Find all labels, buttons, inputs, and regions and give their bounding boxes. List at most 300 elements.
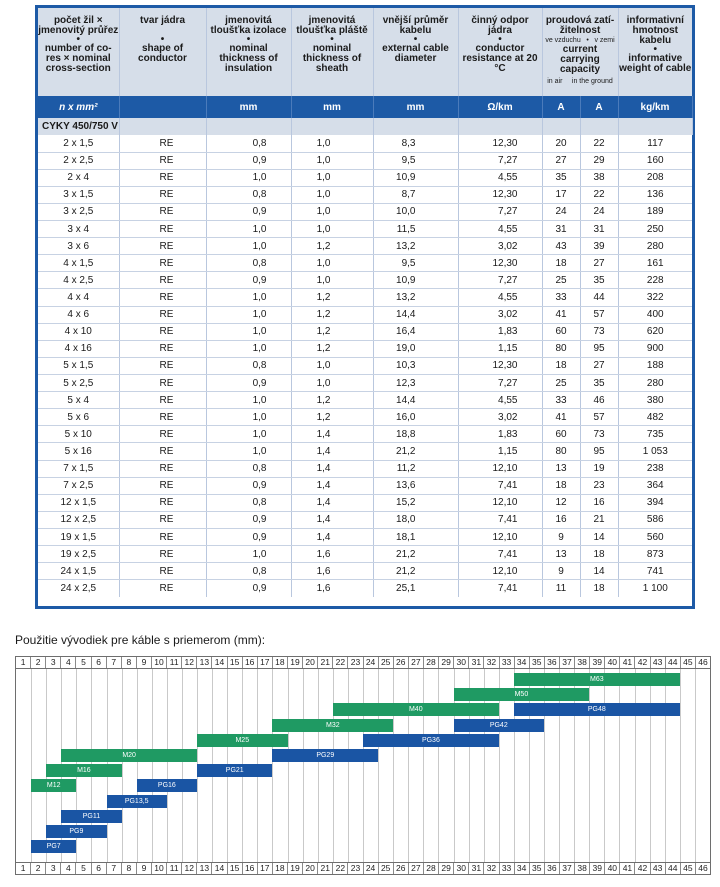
scale-tick: 6 — [92, 657, 107, 668]
scale-tick: 16 — [243, 657, 258, 668]
cell-resistance: 12,10 — [458, 460, 542, 477]
cell-shape: RE — [119, 460, 206, 477]
cell-current-ground: 21 — [580, 511, 618, 528]
scale-tick: 29 — [439, 657, 454, 668]
scale-tick: 15 — [228, 863, 243, 874]
scale-tick: 27 — [409, 863, 424, 874]
scale-tick: 23 — [348, 657, 363, 668]
cell-sheath: 1,2 — [291, 340, 373, 357]
cell-sheath: 1,4 — [291, 529, 373, 546]
cell-insulation: 0,8 — [206, 135, 291, 152]
cell-shape: RE — [119, 477, 206, 494]
cell-cores: 2 x 2,5 — [38, 152, 119, 169]
grid-line — [318, 669, 319, 862]
grid-line — [31, 669, 32, 862]
grid-line — [650, 669, 651, 862]
scale-tick: 45 — [681, 863, 696, 874]
grid-line — [665, 669, 666, 862]
cell-current-ground: 95 — [580, 340, 618, 357]
cell-weight: 482 — [618, 409, 692, 426]
cell-current-air: 25 — [542, 272, 580, 289]
header-insulation — [206, 8, 291, 96]
table-row — [38, 323, 692, 340]
scale-tick: 4 — [61, 863, 76, 874]
cell-current-air: 25 — [542, 375, 580, 392]
header-cz: vnější průměr kabelu — [382, 15, 449, 36]
cell-resistance: 3,02 — [458, 409, 542, 426]
scale-tick: 33 — [500, 657, 515, 668]
cell-resistance: 3,02 — [458, 238, 542, 255]
scale-tick: 42 — [635, 657, 650, 668]
gland-bar-pg42: PG42 — [454, 719, 545, 732]
grid-line — [589, 669, 590, 862]
cell-current-ground: 44 — [580, 289, 618, 306]
cell-diameter: 18,0 — [373, 511, 458, 528]
cell-current-air: 11 — [542, 580, 580, 597]
cell-weight: 280 — [618, 238, 692, 255]
gland-bar-pg9: PG9 — [46, 825, 106, 838]
scale-tick: 5 — [76, 657, 91, 668]
scale-tick: 30 — [454, 863, 469, 874]
cell-weight: 250 — [618, 221, 692, 238]
table-row — [38, 255, 692, 272]
cell-diameter: 10,3 — [373, 357, 458, 374]
grid-line — [423, 669, 424, 862]
header-cz: počet žil × jmenovitý průřez — [38, 15, 119, 36]
cell-cores: 3 x 1,5 — [38, 186, 119, 203]
table-row — [38, 563, 692, 580]
bullet: • — [413, 34, 418, 45]
gland-bar-pg29: PG29 — [272, 749, 378, 762]
cell-current-air: 33 — [542, 392, 580, 409]
header-cz: informativní hmotnost kabelu — [626, 15, 684, 46]
cell-resistance: 7,27 — [458, 272, 542, 289]
cell-weight: 228 — [618, 272, 692, 289]
cell-cores: 3 x 6 — [38, 238, 119, 255]
cell-diameter: 18,1 — [373, 529, 458, 546]
scale-tick: 25 — [379, 863, 394, 874]
scale-tick: 22 — [333, 863, 348, 874]
cell-shape: RE — [119, 357, 206, 374]
gland-bar-m50: M50 — [454, 688, 590, 701]
cell-diameter: 21,2 — [373, 546, 458, 563]
bullet: • — [653, 44, 657, 55]
cell-current-ground: 57 — [580, 306, 618, 323]
header-en: number of co-res × nominal cross-section — [44, 43, 112, 74]
unit-insulation: mm — [206, 96, 291, 118]
cell-resistance: 4,55 — [458, 289, 542, 306]
table-row — [38, 511, 692, 528]
cell-shape: RE — [119, 203, 206, 220]
cell-current-air: 18 — [542, 477, 580, 494]
table-row — [38, 426, 692, 443]
table-row — [38, 580, 692, 597]
gland-bar-pg48: PG48 — [514, 703, 680, 716]
cell-cores: 2 x 1,5 — [38, 135, 119, 152]
scale-tick: 31 — [469, 863, 484, 874]
table-row — [38, 221, 692, 238]
cell-weight: 136 — [618, 186, 692, 203]
unit-shape — [119, 96, 206, 118]
diameter-scale-top — [15, 656, 711, 669]
scale-tick: 10 — [152, 657, 167, 668]
header-sub-ground-cz: v zemi — [594, 37, 615, 44]
scale-tick: 29 — [439, 863, 454, 874]
cell-sheath: 1,2 — [291, 323, 373, 340]
cell-diameter: 16,0 — [373, 409, 458, 426]
cell-weight: 238 — [618, 460, 692, 477]
scale-tick: 41 — [620, 863, 635, 874]
cell-cores: 4 x 16 — [38, 340, 119, 357]
cell-insulation: 0,9 — [206, 477, 291, 494]
cell-diameter: 14,4 — [373, 392, 458, 409]
grid-line — [122, 669, 123, 862]
scale-tick: 36 — [545, 657, 560, 668]
cell-cores: 2 x 4 — [38, 169, 119, 186]
cell-current-ground: 18 — [580, 580, 618, 597]
scale-tick: 8 — [122, 657, 137, 668]
cell-shape: RE — [119, 443, 206, 460]
section-row — [38, 118, 692, 135]
cell-cores: 5 x 16 — [38, 443, 119, 460]
cell-weight: 560 — [618, 529, 692, 546]
scale-tick: 37 — [560, 657, 575, 668]
cell-cores: 3 x 4 — [38, 221, 119, 238]
cell-insulation: 0,9 — [206, 375, 291, 392]
gland-bar-m40: M40 — [333, 703, 499, 716]
scale-tick: 35 — [530, 863, 545, 874]
cell-resistance: 12,30 — [458, 255, 542, 272]
scale-tick: 39 — [590, 657, 605, 668]
scale-tick: 46 — [698, 657, 708, 667]
cell-sheath: 1,4 — [291, 426, 373, 443]
cell-current-ground: 73 — [580, 426, 618, 443]
cell-insulation: 0,8 — [206, 357, 291, 374]
header-cz: proudová zatí-žitelnost — [545, 15, 615, 36]
cell-shape: RE — [119, 529, 206, 546]
cell-diameter: 18,8 — [373, 426, 458, 443]
scale-tick: 44 — [666, 657, 681, 668]
scale-tick: 17 — [258, 863, 273, 874]
cell-weight: 586 — [618, 511, 692, 528]
cell-shape: RE — [119, 221, 206, 238]
header-shape — [119, 8, 206, 96]
header-en: nominal thickness of insulation — [219, 43, 278, 74]
cell-shape: RE — [119, 426, 206, 443]
cell-current-air: 12 — [542, 494, 580, 511]
table-row — [38, 152, 692, 169]
cell-sheath: 1,0 — [291, 169, 373, 186]
grid-line — [695, 669, 696, 862]
cell-resistance: 12,30 — [458, 135, 542, 152]
header-cz: tvar jádra — [139, 15, 186, 26]
cell-current-air: 20 — [542, 135, 580, 152]
cell-resistance: 3,02 — [458, 306, 542, 323]
cell-resistance: 7,41 — [458, 511, 542, 528]
scale-tick: 9 — [137, 863, 152, 874]
cell-cores: 3 x 2,5 — [38, 203, 119, 220]
cell-current-ground: 14 — [580, 529, 618, 546]
table-row — [38, 375, 692, 392]
cell-shape: RE — [119, 375, 206, 392]
cell-current-ground: 35 — [580, 375, 618, 392]
cell-cores: 7 x 2,5 — [38, 477, 119, 494]
scale-tick: 2 — [31, 657, 46, 668]
gland-bar-m25: M25 — [197, 734, 288, 747]
cell-current-air: 60 — [542, 323, 580, 340]
cell-cores: 12 x 2,5 — [38, 511, 119, 528]
cell-sheath: 1,2 — [291, 409, 373, 426]
cell-cores: 24 x 1,5 — [38, 563, 119, 580]
cell-resistance: 7,41 — [458, 477, 542, 494]
table-row — [38, 169, 692, 186]
cell-weight: 189 — [618, 203, 692, 220]
cell-current-air: 13 — [542, 460, 580, 477]
grid-line — [408, 669, 409, 862]
cell-resistance: 12,10 — [458, 563, 542, 580]
cell-shape: RE — [119, 580, 206, 597]
cell-insulation: 1,0 — [206, 169, 291, 186]
scale-tick: 28 — [424, 657, 439, 668]
cell-resistance: 7,27 — [458, 203, 542, 220]
scale-tick: 12 — [182, 863, 197, 874]
cell-diameter: 19,0 — [373, 340, 458, 357]
scale-tick: 26 — [394, 657, 409, 668]
cell-cores: 5 x 10 — [38, 426, 119, 443]
cell-diameter: 15,2 — [373, 494, 458, 511]
cell-current-ground: 27 — [580, 357, 618, 374]
cell-sheath: 1,4 — [291, 511, 373, 528]
gland-bar-pg7: PG7 — [31, 840, 76, 853]
cell-diameter: 25,1 — [373, 580, 458, 597]
cell-current-air: 18 — [542, 357, 580, 374]
table-row — [38, 443, 692, 460]
cable-spec-table — [35, 5, 695, 609]
unit-weight: kg/km — [618, 96, 692, 118]
cell-shape: RE — [119, 563, 206, 580]
cell-sheath: 1,0 — [291, 152, 373, 169]
cell-diameter: 13,2 — [373, 289, 458, 306]
table-row — [38, 409, 692, 426]
scale-tick: 17 — [258, 657, 273, 668]
header-cz: jmenovitá tloušťka izolace — [210, 15, 287, 36]
cell-current-air: 31 — [542, 221, 580, 238]
table-row — [38, 238, 692, 255]
scale-tick: 7 — [107, 863, 122, 874]
cell-insulation: 0,9 — [206, 511, 291, 528]
scale-tick: 19 — [288, 863, 303, 874]
cell-insulation: 0,9 — [206, 203, 291, 220]
cell-diameter: 21,2 — [373, 563, 458, 580]
scale-tick: 6 — [92, 863, 107, 874]
cell-shape: RE — [119, 546, 206, 563]
cell-diameter: 8,7 — [373, 186, 458, 203]
cell-insulation: 1,0 — [206, 409, 291, 426]
cell-diameter: 14,4 — [373, 306, 458, 323]
header-cores — [38, 8, 119, 96]
scale-tick: 3 — [46, 657, 61, 668]
cell-cores: 5 x 1,5 — [38, 357, 119, 374]
cell-resistance: 7,41 — [458, 580, 542, 597]
cell-diameter: 13,2 — [373, 238, 458, 255]
header-sheath — [291, 8, 373, 96]
cell-diameter: 11,5 — [373, 221, 458, 238]
cell-sheath: 1,0 — [291, 255, 373, 272]
scale-tick: 13 — [197, 657, 212, 668]
cell-insulation: 1,0 — [206, 323, 291, 340]
cell-current-air: 35 — [542, 169, 580, 186]
table-row — [38, 203, 692, 220]
grid-line — [378, 669, 379, 862]
scale-tick: 3 — [46, 863, 61, 874]
cell-insulation: 0,9 — [206, 580, 291, 597]
scale-tick: 30 — [454, 657, 469, 668]
grid-line — [272, 669, 273, 862]
scale-tick: 22 — [333, 657, 348, 668]
scale-tick: 8 — [122, 863, 137, 874]
cell-sheath: 1,2 — [291, 306, 373, 323]
gland-bar-m20: M20 — [61, 749, 197, 762]
grid-line — [393, 669, 394, 862]
cell-shape: RE — [119, 152, 206, 169]
cell-insulation: 1,0 — [206, 306, 291, 323]
cell-cores: 5 x 6 — [38, 409, 119, 426]
table-row — [38, 477, 692, 494]
gland-bar-m12: M12 — [31, 779, 76, 792]
bullet: • — [330, 34, 334, 45]
unit-resistance: Ω/km — [458, 96, 542, 118]
grid-line — [167, 669, 168, 862]
cell-shape: RE — [119, 289, 206, 306]
table-row — [38, 272, 692, 289]
scale-tick: 4 — [61, 657, 76, 668]
cell-current-air: 18 — [542, 255, 580, 272]
scale-tick: 27 — [409, 657, 424, 668]
scale-tick: 2 — [31, 863, 46, 874]
cell-insulation: 0,9 — [206, 152, 291, 169]
cell-sheath: 1,2 — [291, 238, 373, 255]
cell-shape: RE — [119, 169, 206, 186]
bullet: • — [160, 34, 165, 45]
scale-tick: 32 — [484, 657, 499, 668]
cell-current-ground: 16 — [580, 494, 618, 511]
scale-tick: 43 — [651, 863, 666, 874]
cell-insulation: 1,0 — [206, 426, 291, 443]
cell-insulation: 0,8 — [206, 563, 291, 580]
cell-resistance: 4,55 — [458, 169, 542, 186]
cell-cores: 4 x 6 — [38, 306, 119, 323]
cell-current-air: 27 — [542, 152, 580, 169]
scale-tick: 12 — [182, 657, 197, 668]
cell-diameter: 16,4 — [373, 323, 458, 340]
cell-shape: RE — [119, 306, 206, 323]
scale-tick: 23 — [348, 863, 363, 874]
scale-tick: 41 — [620, 657, 635, 668]
gland-bar-pg36: PG36 — [363, 734, 499, 747]
cell-weight: 1 053 — [618, 443, 692, 460]
scale-tick: 18 — [273, 657, 288, 668]
grid-line — [635, 669, 636, 862]
cell-weight: 280 — [618, 375, 692, 392]
cell-resistance: 7,41 — [458, 546, 542, 563]
cell-cores: 19 x 2,5 — [38, 546, 119, 563]
cell-current-ground: 38 — [580, 169, 618, 186]
table-row — [38, 460, 692, 477]
gland-bar-pg16: PG16 — [137, 779, 197, 792]
cell-current-ground: 18 — [580, 546, 618, 563]
cell-current-ground: 14 — [580, 563, 618, 580]
header-en: shape of conductor — [138, 43, 187, 64]
cell-sheath: 1,4 — [291, 443, 373, 460]
cell-weight: 1 100 — [642, 583, 668, 595]
cell-shape: RE — [119, 323, 206, 340]
grid-line — [182, 669, 183, 862]
cell-resistance: 12,10 — [458, 494, 542, 511]
gland-bar-m63: M63 — [514, 673, 680, 686]
table-row — [38, 357, 692, 374]
cell-current-ground: 57 — [580, 409, 618, 426]
cell-shape: RE — [119, 135, 206, 152]
cell-insulation: 1,0 — [206, 289, 291, 306]
cell-diameter: 12,3 — [373, 375, 458, 392]
scale-tick: 38 — [575, 863, 590, 874]
scale-tick: 36 — [545, 863, 560, 874]
cell-shape: RE — [119, 409, 206, 426]
scale-tick: 18 — [273, 863, 288, 874]
cell-insulation: 0,8 — [206, 494, 291, 511]
gland-bar-pg11: PG11 — [61, 810, 121, 823]
scale-tick: 14 — [212, 657, 227, 668]
cell-diameter: 21,2 — [373, 443, 458, 460]
cell-cores: 4 x 1,5 — [38, 255, 119, 272]
scale-tick: 40 — [605, 863, 620, 874]
bullet: • — [586, 37, 589, 44]
table-row — [38, 546, 692, 563]
cell-weight: 188 — [618, 357, 692, 374]
cell-current-air: 80 — [542, 340, 580, 357]
cell-diameter: 11,2 — [373, 460, 458, 477]
bullet: • — [498, 34, 502, 45]
scale-tick: 5 — [76, 863, 91, 874]
grid-line — [363, 669, 364, 862]
header-diameter — [373, 8, 458, 96]
cell-sheath: 1,6 — [291, 563, 373, 580]
grid-line — [152, 669, 153, 862]
cell-current-air: 41 — [542, 409, 580, 426]
cable-table — [38, 8, 693, 597]
grid-line — [333, 669, 334, 862]
cell-current-ground: 29 — [580, 152, 618, 169]
cell-current-air: 60 — [542, 426, 580, 443]
cell-sheath: 1,0 — [291, 221, 373, 238]
cell-diameter: 10,9 — [373, 272, 458, 289]
header-cz: jmenovitá tloušťka pláště — [296, 15, 368, 36]
table-row — [38, 392, 692, 409]
cell-cores: 12 x 1,5 — [38, 494, 119, 511]
cell-insulation: 0,8 — [206, 186, 291, 203]
scale-tick: 1 — [16, 863, 31, 874]
scale-tick: 24 — [364, 863, 379, 874]
cell-resistance: 4,55 — [458, 221, 542, 238]
unit-current-ground: A — [580, 96, 618, 118]
cell-cores: 7 x 1,5 — [38, 460, 119, 477]
cell-current-air: 16 — [542, 511, 580, 528]
cell-weight: 322 — [618, 289, 692, 306]
cell-sheath: 1,6 — [291, 580, 373, 597]
header-en: nominal thickness of sheath — [302, 43, 362, 74]
scale-tick: 20 — [303, 657, 318, 668]
bullet: • — [76, 34, 80, 45]
